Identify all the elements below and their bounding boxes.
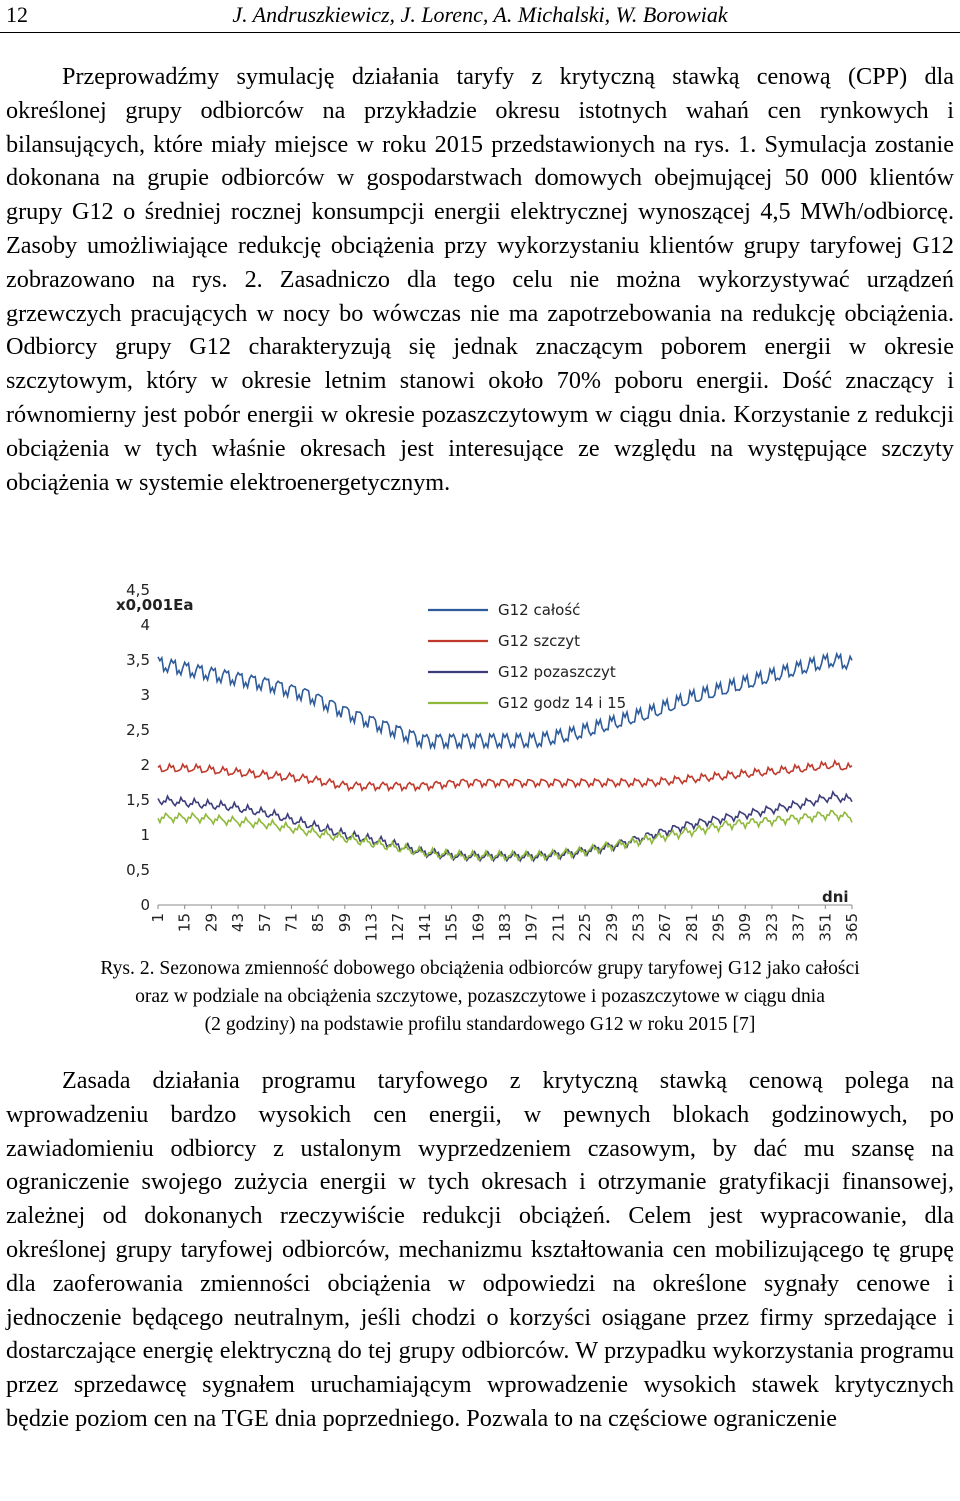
x-tick-label: 197 [522,913,541,942]
y-axis-label: x0,001Ea [116,596,194,614]
figure-caption [0,955,960,1039]
x-axis-label: dni [822,888,849,906]
y-tick-label: 2,5 [126,721,150,739]
x-tick-label: 15 [175,913,194,933]
x-tick-label: 155 [442,913,461,942]
series-lines [158,654,852,861]
x-tick-label: 85 [309,913,328,933]
y-tick-label: 2 [140,756,150,774]
x-tick-label: 323 [762,913,781,942]
load-profile-chart [110,578,870,948]
x-tick-label: 29 [202,913,221,933]
y-tick-label: 1 [140,826,150,844]
running-head: J. Andruszkiewicz, J. Lorenc, A. Michalski, W. Borowiak [232,2,728,27]
x-tick-label: 365 [843,913,861,942]
body-paragraph-2: Zasada działania programu taryfowego z krytyczną stawką cenową polega na wprowadzeniu bardzo wysokich cen energii, w pewnych blokach godzinowych, po zawiadomieniu odbiorcy z ustalonym wyprzedzeniem czasowym, by dać mu szansę na ograniczenie swojego zużycia energii w tych okresach i otrzymanie gratyfikacji finansowej, zależnej od dokonanych rzeczywiście redukcji obciążeń. Celem jest wypracowanie, dla określonej grupy taryfowej odbiorców, mechanizmu kształtowania cen mobilizującego tę grupę dla zaoferowania zmienności obciążenia w odpowiedzi na określone sygnały cenowe i jednoczenie będącego neutralnym, jeśli chodzi o korzyści osiągane przez firmy sprzedające i dostarczające energię elektryczną do tej grupy odbiorców. W przypadku wykorzystania programu przez sprzedawcę sygnałem uruchamiającym wprowadzenie wysokich stawek krytycznych będzie poziom cen na TGE dnia poprzedniego. Pozwala to na częściowe ograniczenie [6,1067,954,1432]
y-tick-label: 4,5 [126,581,150,599]
x-tick-label: 1 [149,913,167,923]
y-tick-label: 3,5 [126,651,150,669]
caption-line-3: (2 godziny) na podstawie profilu standardowego G12 w roku 2015 [7] [204,1014,756,1035]
page-number: 12 [6,2,28,27]
x-tick-label: 281 [682,913,701,942]
figure-chart [110,578,870,948]
x-tick-label: 127 [389,913,408,942]
x-tick-label: 337 [789,913,808,942]
header-rule [0,32,960,33]
x-tick-label: 351 [816,913,835,942]
series-line [158,761,852,790]
x-tick-label: 141 [415,913,434,942]
legend-entry: G12 całość [498,601,581,619]
y-tick-label: 1,5 [126,791,150,809]
legend-entry: G12 szczyt [498,632,581,650]
x-tick-label: 169 [469,913,488,942]
x-tick-label: 267 [656,913,675,942]
page-header [0,0,960,32]
x-tick-label: 309 [736,913,755,942]
x-tick-label: 113 [362,913,381,942]
series-line [158,792,852,861]
y-tick-label: 3 [140,686,150,704]
caption-line-2: oraz w podziale na obciążenia szczytowe, pozaszczytowe i pozaszczytowe w ciągu dnia [135,986,825,1007]
body-paragraph-1: Przeprowadźmy symulację działania taryfy z krytyczną stawką cenową (CPP) dla określonej grupy odbiorców na przykładzie okresu istotnych wahań cen rynkowych i bilansujących, które miały miejsce w roku 2015 przedstawionych na rys. 1. Symulacja zostanie dokonana na grupie odbiorców w gospodarstwach domowych obejmującej 50 000 klientów grupy G12 o średniej rocznej konsumpcji energii elektrycznej wynoszącej 4,5 MWh/odbiorcę. Zasoby umożliwiające redukcję obciążenia przy wykorzystaniu klientów grupy taryfowej G12 zobrazowano na rys. 2. Zasadniczo dla tego celu nie można wykorzystywać urządzeń grzewczych pracujących w nocy bo wówczas nie ma zapotrzebowania na redukcję obciążenia. Odbiorcy grupy G12 charakteryzują się jednak znaczącym poborem energii w okresie szczytowym, który w okresie letnim stanowi około 70% poboru energii. Dość znaczący i równomierny jest pobór energii w okresie pozaszczytowym w ciągu dnia. Korzystanie z redukcji obciążenia w tych właśnie okresach jest interesujące ze względu na występujące szczyty obciążenia w systemie elektroenergetycznym. [6,63,954,496]
x-tick-label: 239 [602,913,621,942]
y-tick-label: 0,5 [126,861,150,879]
x-axis [149,905,861,942]
x-tick-label: 211 [549,913,568,942]
y-axis [126,581,150,914]
x-tick-label: 253 [629,913,648,942]
x-tick-label: 43 [229,913,248,933]
y-tick-label: 4 [140,616,150,634]
x-tick-label: 295 [709,913,728,942]
legend-entry: G12 godz 14 i 15 [498,694,627,712]
caption-line-1: Rys. 2. Sezonowa zmienność dobowego obciążenia odbiorców grupy taryfowej G12 jako całości [100,958,860,979]
legend [428,601,626,712]
x-tick-label: 183 [496,913,514,942]
y-tick-label: 0 [140,896,150,914]
legend-entry: G12 pozaszczyt [498,663,616,681]
x-tick-label: 99 [335,913,354,933]
x-tick-label: 57 [255,913,274,933]
x-tick-label: 225 [576,913,595,942]
x-tick-label: 71 [282,913,301,933]
